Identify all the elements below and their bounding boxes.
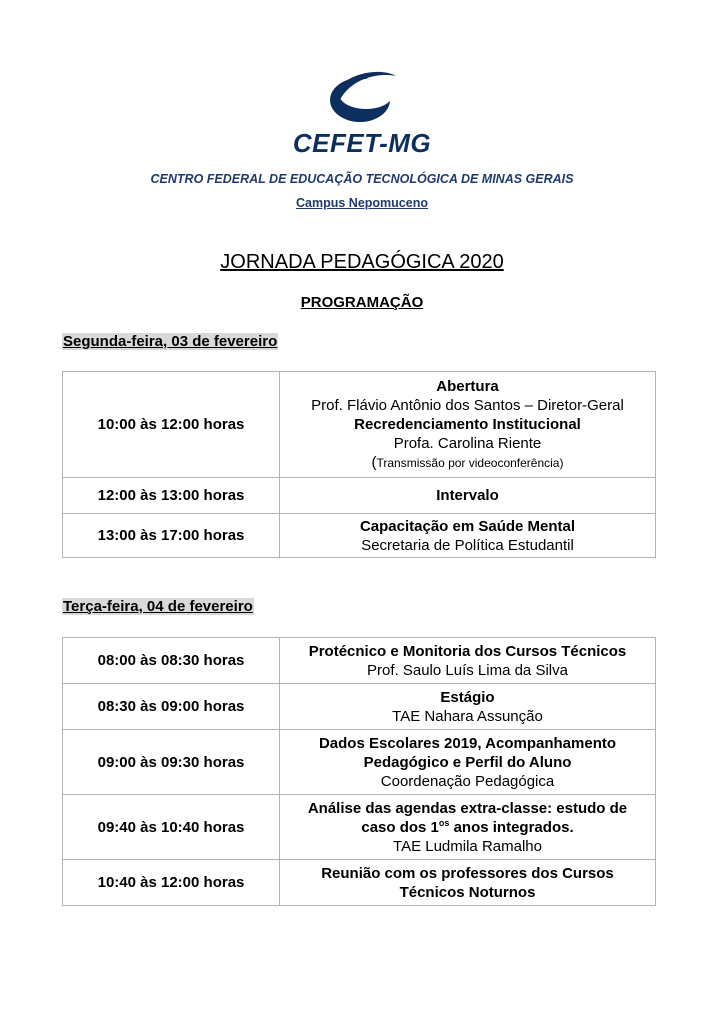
activity-title: Abertura [436, 377, 499, 395]
table-row [63, 684, 656, 730]
time-cell: 08:30 às 09:00 horas [63, 684, 280, 730]
institution-name: CENTRO FEDERAL DE EDUCAÇÃO TECNOLÓGICA DE MINAS GERAIS [150, 172, 574, 186]
table-row [63, 372, 656, 478]
activity-title: Intervalo [436, 487, 499, 504]
activity-speaker: Prof. Saulo Luís Lima da Silva [367, 661, 568, 679]
activity-title: Reunião com os professores dos Cursos [321, 864, 614, 882]
activity-title: Análise das agendas extra-classe: estudo de [307, 799, 628, 817]
activity-note: (Transmissão por videoconferência) [371, 453, 564, 471]
activity-title: Recredenciamento Institucional [354, 415, 581, 433]
activity-speaker: Prof. Flávio Antônio dos Santos – Diretor-Geral [311, 396, 624, 414]
activity-title: Técnicos Noturnos [399, 883, 536, 901]
table-row [63, 478, 656, 514]
campus-name: Campus Nepomuceno [296, 196, 428, 210]
time-cell: 09:40 às 10:40 horas [63, 795, 280, 860]
activity-speaker: Profa. Carolina Riente [393, 434, 542, 452]
activity-title: caso dos $1^{os}$ anos integrados. [361, 817, 574, 836]
time-cell: 09:00 às 09:30 horas [63, 730, 280, 795]
table-row [63, 860, 656, 906]
cefet-logo [282, 66, 442, 158]
activity-title: Dados Escolares 2019, Acompanhamento [318, 734, 617, 752]
time-cell: 13:00 às 17:00 horas [63, 514, 280, 558]
activity-title: Estágio [440, 688, 495, 706]
day-heading-tuesday: Terça-feira, 04 de fevereiro [63, 598, 253, 615]
activity-cell [280, 860, 656, 906]
activity-title: Protécnico e Monitoria dos Cursos Técnicos [308, 642, 627, 660]
day-heading-monday: Segunda-feira, 03 de fevereiro [63, 333, 278, 350]
table-row [63, 795, 656, 860]
activity-title: Capacitação em Saúde Mental [359, 517, 576, 535]
schedule-table-monday [62, 371, 656, 558]
time-cell: 12:00 às 13:00 horas [63, 478, 280, 514]
activity-speaker: Coordenação Pedagógica [380, 772, 555, 790]
activity-title: Pedagógico e Perfil do Aluno [363, 753, 572, 771]
activity-cell [280, 795, 656, 860]
activity-cell [280, 478, 656, 514]
activity-cell [280, 730, 656, 795]
activity-cell [280, 514, 656, 558]
time-cell: 10:00 às 12:00 horas [63, 372, 280, 478]
activity-cell [280, 638, 656, 684]
logo-text: CEFET-MG [292, 128, 432, 158]
table-row [63, 730, 656, 795]
activity-cell [280, 372, 656, 478]
page-subtitle: PROGRAMAÇÃO [300, 294, 424, 311]
cefet-emblem-icon [326, 66, 398, 126]
page-title: JORNADA PEDAGÓGICA 2020 [220, 251, 504, 273]
table-row [63, 514, 656, 558]
table-row [63, 638, 656, 684]
activity-speaker: TAE Ludmila Ramalho [393, 837, 542, 855]
time-cell: 10:40 às 12:00 horas [63, 860, 280, 906]
activity-speaker: TAE Nahara Assunção [392, 707, 543, 725]
activity-cell [280, 684, 656, 730]
schedule-table-tuesday [62, 637, 656, 906]
time-cell: 08:00 às 08:30 horas [63, 638, 280, 684]
activity-speaker: Secretaria de Política Estudantil [361, 536, 574, 554]
